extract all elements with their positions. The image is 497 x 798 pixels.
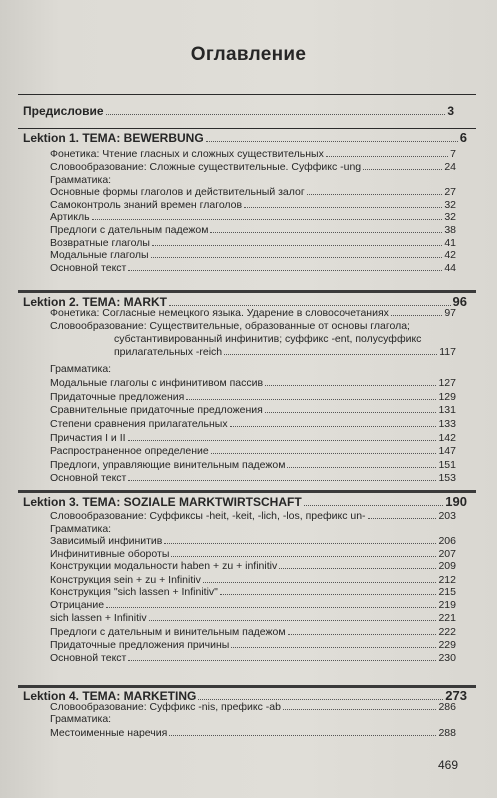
entry-label: Придаточные предложения: [50, 391, 185, 403]
entry-label: Артикль: [50, 211, 90, 223]
leader-dots: [186, 399, 436, 400]
toc-subentry[interactable]: [50, 363, 456, 375]
toc-subentry[interactable]: [50, 574, 456, 586]
toc-subentry[interactable]: [50, 377, 456, 389]
entry-page: 151: [438, 459, 456, 471]
entry-label: Словообразование: Суффиксы -heit, -keit, -lich, -los, префикс un-: [50, 510, 366, 522]
leader-dots: [210, 232, 442, 233]
entry-label: Фонетика: Чтение гласных и сложных существительных: [50, 148, 324, 160]
leader-dots: [326, 156, 448, 157]
toc-subentry[interactable]: [50, 199, 456, 211]
entry-label: Инфинитивные обороты: [50, 548, 170, 560]
entry-label: Предлоги, управляющие винительным падежом: [50, 459, 286, 471]
entry-label: Грамматика:: [50, 713, 112, 725]
divider: [18, 490, 476, 493]
entry-page: 219: [438, 599, 456, 611]
leader-dots: [287, 467, 436, 468]
leader-dots: [128, 480, 436, 481]
entry-page: 209: [438, 560, 456, 572]
leader-dots: [265, 385, 436, 386]
leader-dots: [171, 556, 436, 557]
entry-page: 129: [438, 391, 456, 403]
entry-page: 41: [444, 237, 456, 249]
entry-label: Зависимый инфинитив: [50, 535, 163, 547]
entry-page: 142: [438, 432, 456, 444]
leader-dots: [265, 412, 437, 413]
entry-label: Фонетика: Согласные немецкого языка. Ударение в словосочетаниях: [50, 307, 389, 319]
toc-subentry[interactable]: [50, 639, 456, 651]
entry-page: 42: [444, 249, 456, 261]
toc-subentry[interactable]: [50, 445, 456, 457]
leader-dots: [220, 594, 437, 595]
entry-label: Распространенное определение: [50, 445, 209, 457]
page-number: 469: [438, 758, 459, 772]
entry-label: Lektion 1. TEMA: BEWERBUNG: [23, 131, 204, 145]
entry-page: 96: [452, 294, 467, 309]
leader-dots: [106, 114, 446, 115]
toc-subentry[interactable]: [114, 333, 456, 345]
entry-label: Отрицание: [50, 599, 105, 611]
toc-subentry[interactable]: [50, 599, 456, 611]
leader-dots: [288, 634, 437, 635]
leader-dots: [106, 607, 436, 608]
entry-label: Конструкции модальности haben + zu + infinitiv: [50, 560, 278, 572]
leader-dots: [149, 620, 437, 621]
entry-page: 215: [438, 586, 456, 598]
entry-page: 7: [450, 148, 456, 160]
entry-label: Словообразование: Суффикс -nis, префикс -ab: [50, 701, 281, 713]
entry-label: прилагательных -reich: [114, 346, 223, 358]
toc-subentry[interactable]: [50, 186, 456, 198]
divider: [18, 290, 476, 293]
toc-subentry[interactable]: [50, 727, 456, 739]
leader-dots: [152, 245, 442, 246]
entry-label: Словообразование: Существительные, образованные от основы глагола;: [50, 320, 410, 332]
entry-page: 44: [444, 262, 456, 274]
entry-label: Модальные глаголы: [50, 249, 149, 261]
toc-subentry[interactable]: [50, 161, 456, 173]
entry-label: Конструкция sein + zu + Infinitiv: [50, 574, 201, 586]
entry-page: 221: [438, 612, 456, 624]
entry-label: Словообразование: Сложные существительные. Суффикс -ung: [50, 161, 362, 173]
entry-label: Грамматика:: [50, 174, 112, 186]
leader-dots: [203, 582, 437, 583]
toc-subentry[interactable]: [50, 307, 456, 319]
entry-page: 127: [438, 377, 456, 389]
entry-page: 203: [438, 510, 456, 522]
leader-dots: [151, 257, 443, 258]
entry-label: Причастия I и II: [50, 432, 126, 444]
leader-dots: [128, 660, 436, 661]
entry-page: 97: [444, 307, 456, 319]
toc-subentry[interactable]: [50, 391, 456, 403]
toc-subentry[interactable]: [50, 652, 456, 664]
entry-page: 3: [447, 104, 454, 118]
toc-entry-lesson-3[interactable]: [23, 494, 467, 509]
entry-page: 32: [444, 211, 456, 223]
leader-dots: [368, 518, 437, 519]
entry-page: 286: [438, 701, 456, 713]
toc-subentry[interactable]: [50, 249, 456, 261]
entry-label: Основной текст: [50, 472, 127, 484]
entry-page: 27: [444, 186, 456, 198]
leader-dots: [164, 543, 436, 544]
toc-entry-lesson-1[interactable]: [23, 130, 467, 145]
entry-page: 230: [438, 652, 456, 664]
entry-page: 273: [445, 688, 467, 703]
entry-page: 207: [438, 548, 456, 560]
leader-dots: [230, 426, 437, 427]
toc-subentry[interactable]: [114, 346, 456, 358]
toc-subentry[interactable]: [50, 237, 456, 249]
entry-label: Основные формы глаголов и действительный залог: [50, 186, 305, 198]
toc-subentry[interactable]: [50, 548, 456, 560]
leader-dots: [304, 505, 444, 506]
toc-subentry[interactable]: [50, 432, 456, 444]
leader-dots: [391, 315, 442, 316]
toc-subentry[interactable]: [50, 148, 456, 160]
entry-page: 6: [459, 130, 467, 145]
entry-label: Придаточные предложения причины: [50, 639, 230, 651]
toc-subentry[interactable]: [50, 510, 456, 522]
entry-page: 133: [438, 418, 456, 430]
leader-dots: [224, 354, 437, 355]
toc-subentry[interactable]: [50, 262, 456, 274]
entry-label: Предисловие: [23, 104, 104, 118]
toc-subentry[interactable]: [50, 586, 456, 598]
leader-dots: [363, 169, 442, 170]
leader-dots: [128, 270, 442, 271]
leader-dots: [128, 440, 437, 441]
entry-page: 147: [438, 445, 456, 457]
entry-label: Грамматика:: [50, 523, 112, 535]
entry-label: Lektion 3. TEMA: SOZIALE MARKTWIRTSCHAFT: [23, 495, 302, 509]
entry-label: Основной текст: [50, 652, 127, 664]
toc-subentry[interactable]: [50, 174, 456, 186]
leader-dots: [283, 709, 436, 710]
entry-page: 288: [438, 727, 456, 739]
leader-dots: [211, 453, 437, 454]
toc-subentry[interactable]: [50, 713, 456, 725]
entry-label: Lektion 4. TEMA: MARKETING: [23, 689, 197, 703]
entry-label: Предлоги с дательным и винительным падежом: [50, 626, 286, 638]
toc-subentry[interactable]: [50, 211, 456, 223]
entry-page: 229: [438, 639, 456, 651]
leader-dots: [244, 207, 442, 208]
entry-label: Местоименные наречия: [50, 727, 168, 739]
toc-subentry[interactable]: [50, 320, 456, 332]
toc-title: Оглавление: [190, 44, 307, 65]
entry-label: Возвратные глаголы: [50, 237, 150, 249]
leader-dots: [198, 699, 443, 700]
entry-page: 38: [444, 224, 456, 236]
entry-label: Сравнительные придаточные предложения: [50, 404, 263, 416]
entry-page: 24: [444, 161, 456, 173]
leader-dots: [169, 305, 451, 306]
leader-dots: [92, 219, 443, 220]
toc-subentry[interactable]: [50, 523, 456, 535]
entry-label: Lektion 2. TEMA: MARKT: [23, 295, 167, 309]
entry-label: Предлоги с дательным падежом: [50, 224, 209, 236]
toc-subentry[interactable]: [50, 535, 456, 547]
entry-page: 212: [438, 574, 456, 586]
toc-subentry[interactable]: [50, 459, 456, 471]
toc-subentry[interactable]: [50, 626, 456, 638]
entry-page: 117: [439, 346, 456, 358]
entry-page: 131: [438, 404, 456, 416]
entry-page: 190: [445, 494, 467, 509]
toc-subentry[interactable]: [50, 701, 456, 713]
entry-page: 32: [444, 199, 456, 211]
leader-dots: [279, 568, 436, 569]
leader-dots: [231, 647, 436, 648]
entry-label: Модальные глаголы с инфинитивом пассив: [50, 377, 264, 389]
toc-subentry[interactable]: [50, 612, 456, 624]
toc-entry-preface[interactable]: [23, 104, 454, 118]
leader-dots: [169, 735, 436, 736]
entry-label: Конструкция "sich lassen + Infinitiv": [50, 586, 218, 598]
entry-page: 222: [438, 626, 456, 638]
toc-subentry[interactable]: [50, 560, 456, 572]
divider: [18, 128, 476, 129]
entry-label: Степени сравнения прилагательных: [50, 418, 228, 430]
toc-subentry[interactable]: [50, 224, 456, 236]
entry-label: субстантивированный инфинитив; суффикс -ent, полусуффикс: [114, 333, 422, 345]
divider: [18, 94, 476, 95]
entry-label: Основной текст: [50, 262, 127, 274]
toc-subentry[interactable]: [50, 404, 456, 416]
toc-subentry[interactable]: [50, 418, 456, 430]
entry-label: sich lassen + Infinitiv: [50, 612, 147, 624]
entry-page: 153: [438, 472, 456, 484]
entry-label: Самоконтроль знаний времен глаголов: [50, 199, 243, 211]
leader-dots: [307, 194, 443, 195]
toc-subentry[interactable]: [50, 472, 456, 484]
entry-label: Грамматика:: [50, 363, 112, 375]
entry-page: 206: [438, 535, 456, 547]
leader-dots: [206, 141, 458, 142]
